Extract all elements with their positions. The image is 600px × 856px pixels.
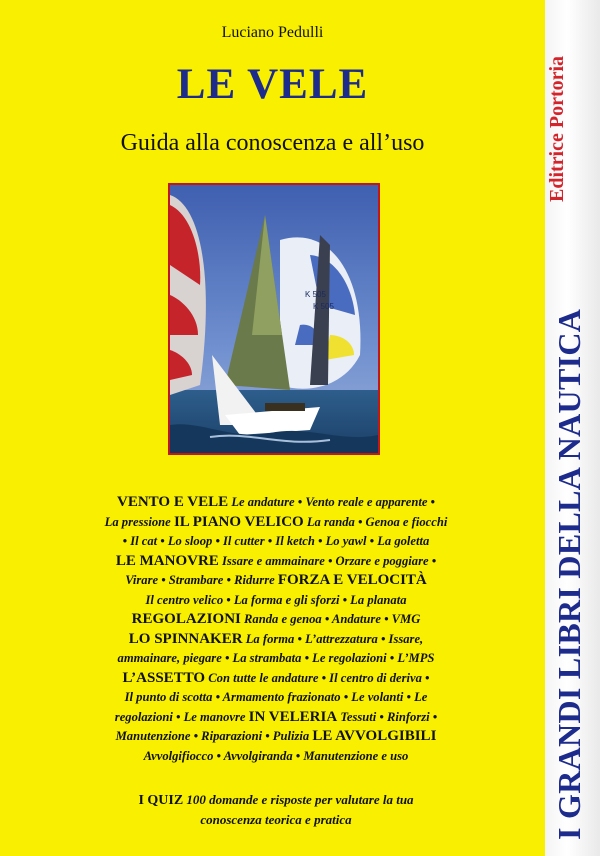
section-topics: Avvolgifiocco • Avvolgiranda • Manutenzione e uso: [143, 748, 409, 763]
contents-blurb: [58, 493, 494, 766]
section-topics: Il centro velico • La forma e gli sforzi • La planata: [145, 592, 407, 607]
contents-line: [58, 552, 494, 572]
section-heading: LO SPINNAKER: [128, 630, 243, 647]
section-heading: IL PIANO VELICO: [173, 513, 304, 530]
quiz-text: 100 domande e risposte per valutare la tua: [186, 792, 414, 807]
contents-line: [58, 532, 494, 552]
section-topics: ammainare, piegare • La strambata • Le regolazioni • L’MPS: [117, 651, 435, 665]
section-heading: L’ASSETTO: [122, 669, 206, 686]
section-heading: LE AVVOLGIBILI: [312, 728, 437, 744]
contents-line: [58, 708, 494, 728]
section-topics: Le andature • Vento reale e apparente •: [231, 495, 435, 509]
contents-line: [58, 610, 494, 630]
section-topics: La pressione: [104, 514, 171, 529]
section-heading: VENTO E VELE: [117, 494, 229, 510]
contents-line: [58, 669, 494, 689]
quiz-line: [58, 810, 494, 829]
section-heading: FORZA E VELOCITÀ: [277, 572, 427, 588]
section-topics: Tessuti • Rinforzi •: [340, 709, 438, 724]
section-topics: La randa • Genoa e fiocchi: [306, 514, 448, 529]
section-topics: Issare e ammainare • Orzare e poggiare •: [221, 553, 437, 568]
contents-line: [58, 630, 494, 650]
publisher-name: [546, 12, 586, 202]
section-heading: LE MANOVRE: [115, 552, 219, 569]
quiz-text: conoscenza teorica e pratica: [200, 812, 352, 827]
book-title: LE VELE: [176, 61, 369, 108]
author-name: Luciano Pedulli: [221, 24, 324, 41]
contents-line: [58, 571, 494, 591]
section-topics: Manutenzione • Riparazioni • Pulizia: [115, 729, 310, 743]
contents-line: [58, 493, 494, 513]
book-subtitle: Guida alla conoscenza e all’uso: [120, 130, 425, 156]
section-heading: IN VELERIA: [248, 708, 338, 725]
sailboats-image: [170, 185, 378, 453]
section-topics: La forma • L’attrezzatura • Issare,: [245, 631, 424, 646]
contents-line: [58, 688, 494, 708]
quiz-line: [58, 790, 494, 810]
quiz-blurb: [58, 790, 494, 829]
contents-line: [58, 727, 494, 747]
series-text: I GRANDI LIBRI DELLA NAUTICA: [551, 308, 587, 840]
section-topics: Con tutte le andature • Il centro di deriva •: [208, 670, 430, 685]
quiz-heading: I QUIZ: [138, 793, 184, 808]
section-topics: regolazioni • Le manovre: [114, 709, 246, 724]
sail-number: K 505: [305, 290, 326, 299]
section-topics: Il punto di scotta • Armamento frazionato • Le volanti • Le: [124, 690, 428, 704]
section-topics: Virare • Strambare • Ridurre: [125, 573, 275, 587]
contents-line: [58, 513, 494, 533]
cover-photo: [168, 183, 380, 455]
contents-line: [58, 591, 494, 611]
series-title: [551, 300, 593, 840]
sail-number: K 505: [313, 302, 334, 311]
section-heading: REGOLAZIONI: [131, 611, 241, 627]
section-topics: • Il cat • Lo sloop • Il cutter • Il ketch • Lo yawl • La goletta: [122, 534, 430, 548]
publisher-text: Editrice Portoria: [546, 55, 568, 202]
contents-line: [58, 747, 494, 767]
contents-line: [58, 649, 494, 669]
section-topics: Randa e genoa • Andature • VMG: [244, 612, 421, 626]
